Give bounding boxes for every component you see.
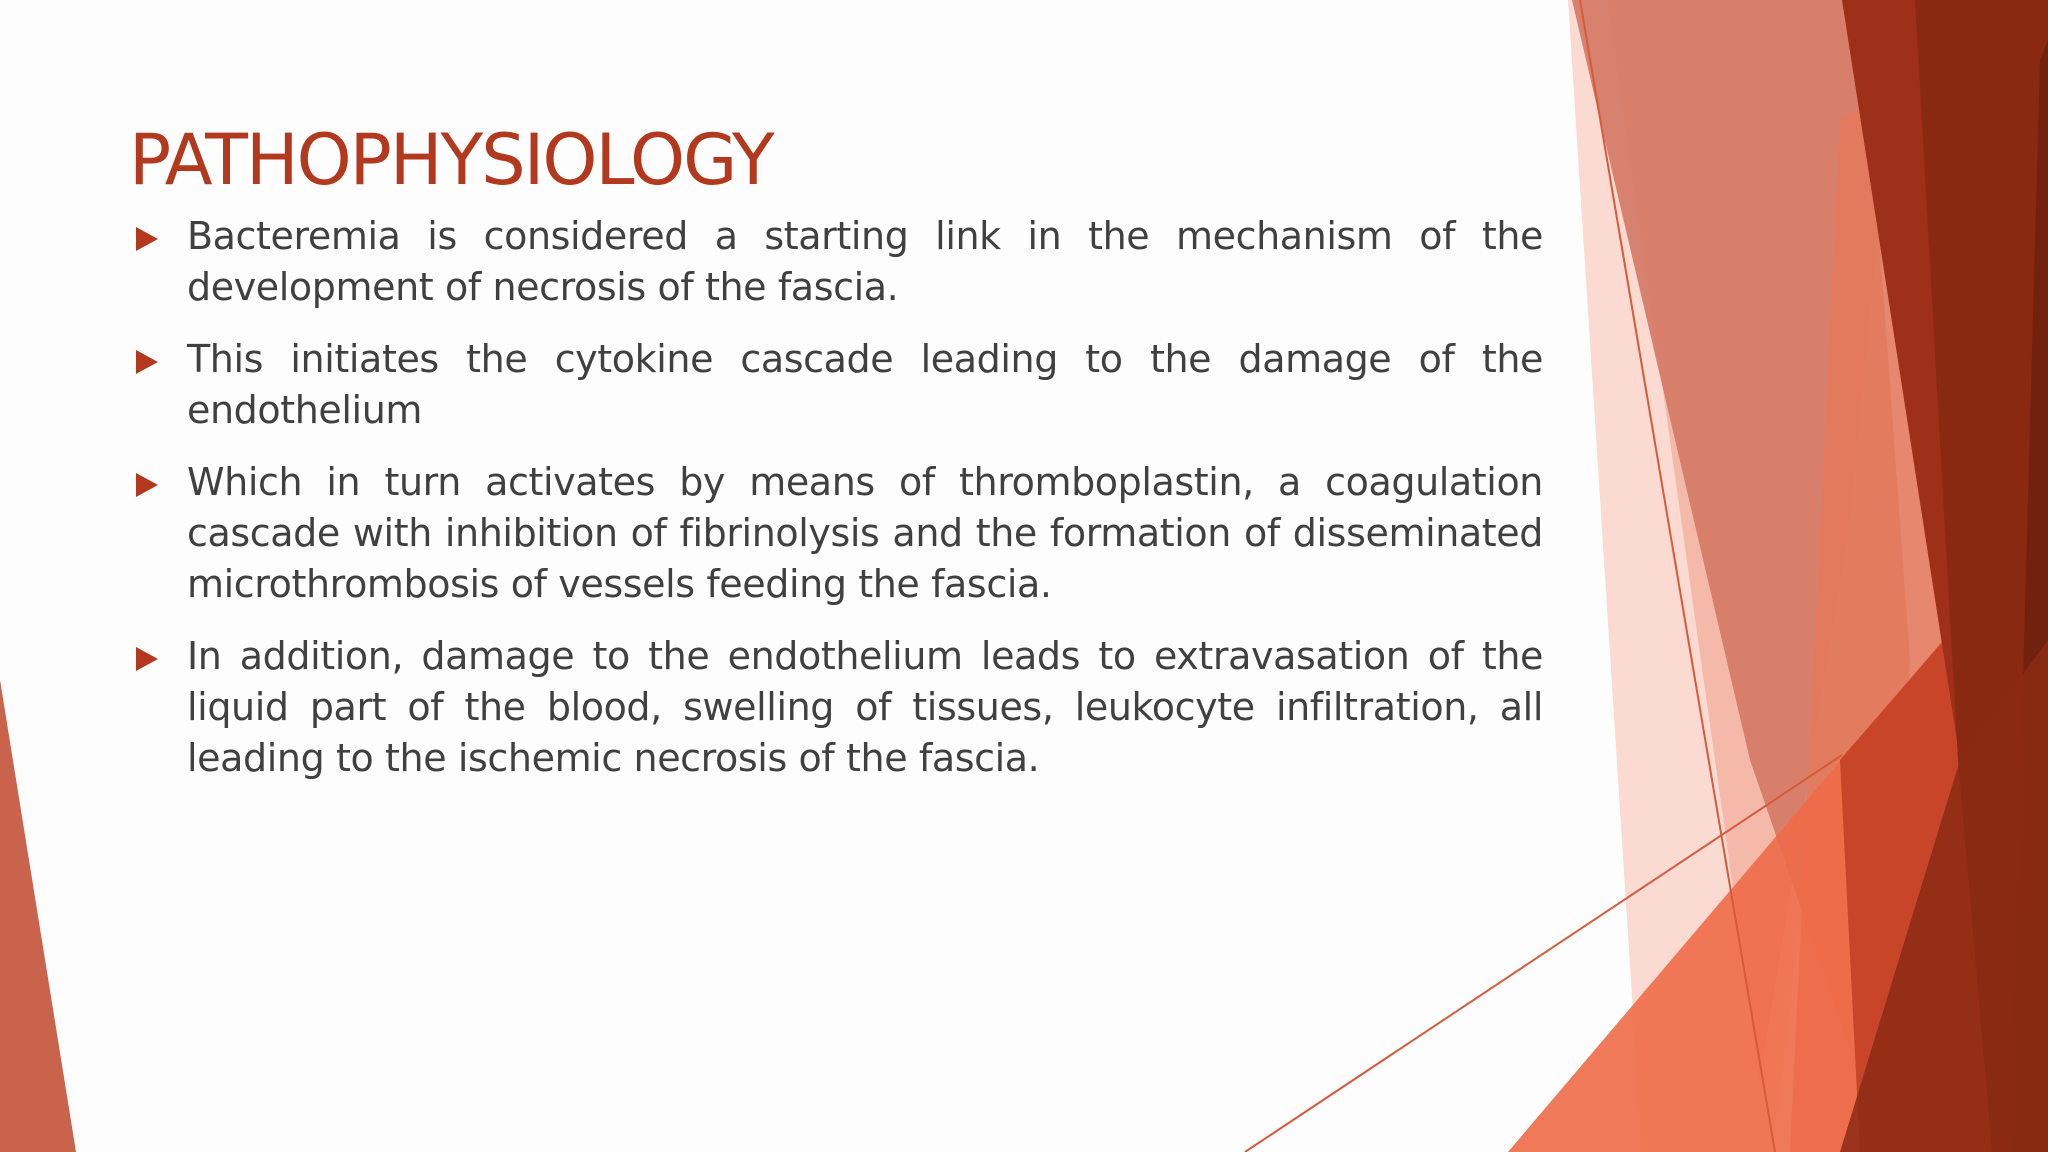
bullet-item: [129, 457, 1543, 610]
bullet-item: [129, 211, 1543, 313]
bullet-text: This initiates the cytokine cascade leading to the damage of the endothelium: [187, 337, 1543, 432]
slide-title: PATHOPHYSIOLOGY: [129, 119, 773, 201]
triangle-bullet-icon: [136, 647, 158, 671]
bullet-item: [129, 631, 1543, 784]
bullet-list: [129, 211, 1543, 805]
triangle-bullet-icon: [136, 473, 158, 497]
triangle-bullet-icon: [136, 350, 158, 374]
bullet-text: In addition, damage to the endothelium leads to extravasation of the liquid part of the blood, swelling of tissues, leukocyte infiltration, all leading to the ischemic necrosis of the fascia.: [187, 634, 1543, 780]
left-facet: [0, 680, 76, 1152]
bullet-text: Which in turn activates by means of thromboplastin, a coagulation cascade with inhibition of fibrinolysis and the formation of disseminated microthrombosis of vessels feeding the fascia.: [187, 460, 1543, 606]
bullet-item: [129, 334, 1543, 436]
triangle-bullet-icon: [136, 227, 158, 251]
bullet-text: Bacteremia is considered a starting link in the mechanism of the development of necrosis of the fascia.: [187, 214, 1543, 309]
